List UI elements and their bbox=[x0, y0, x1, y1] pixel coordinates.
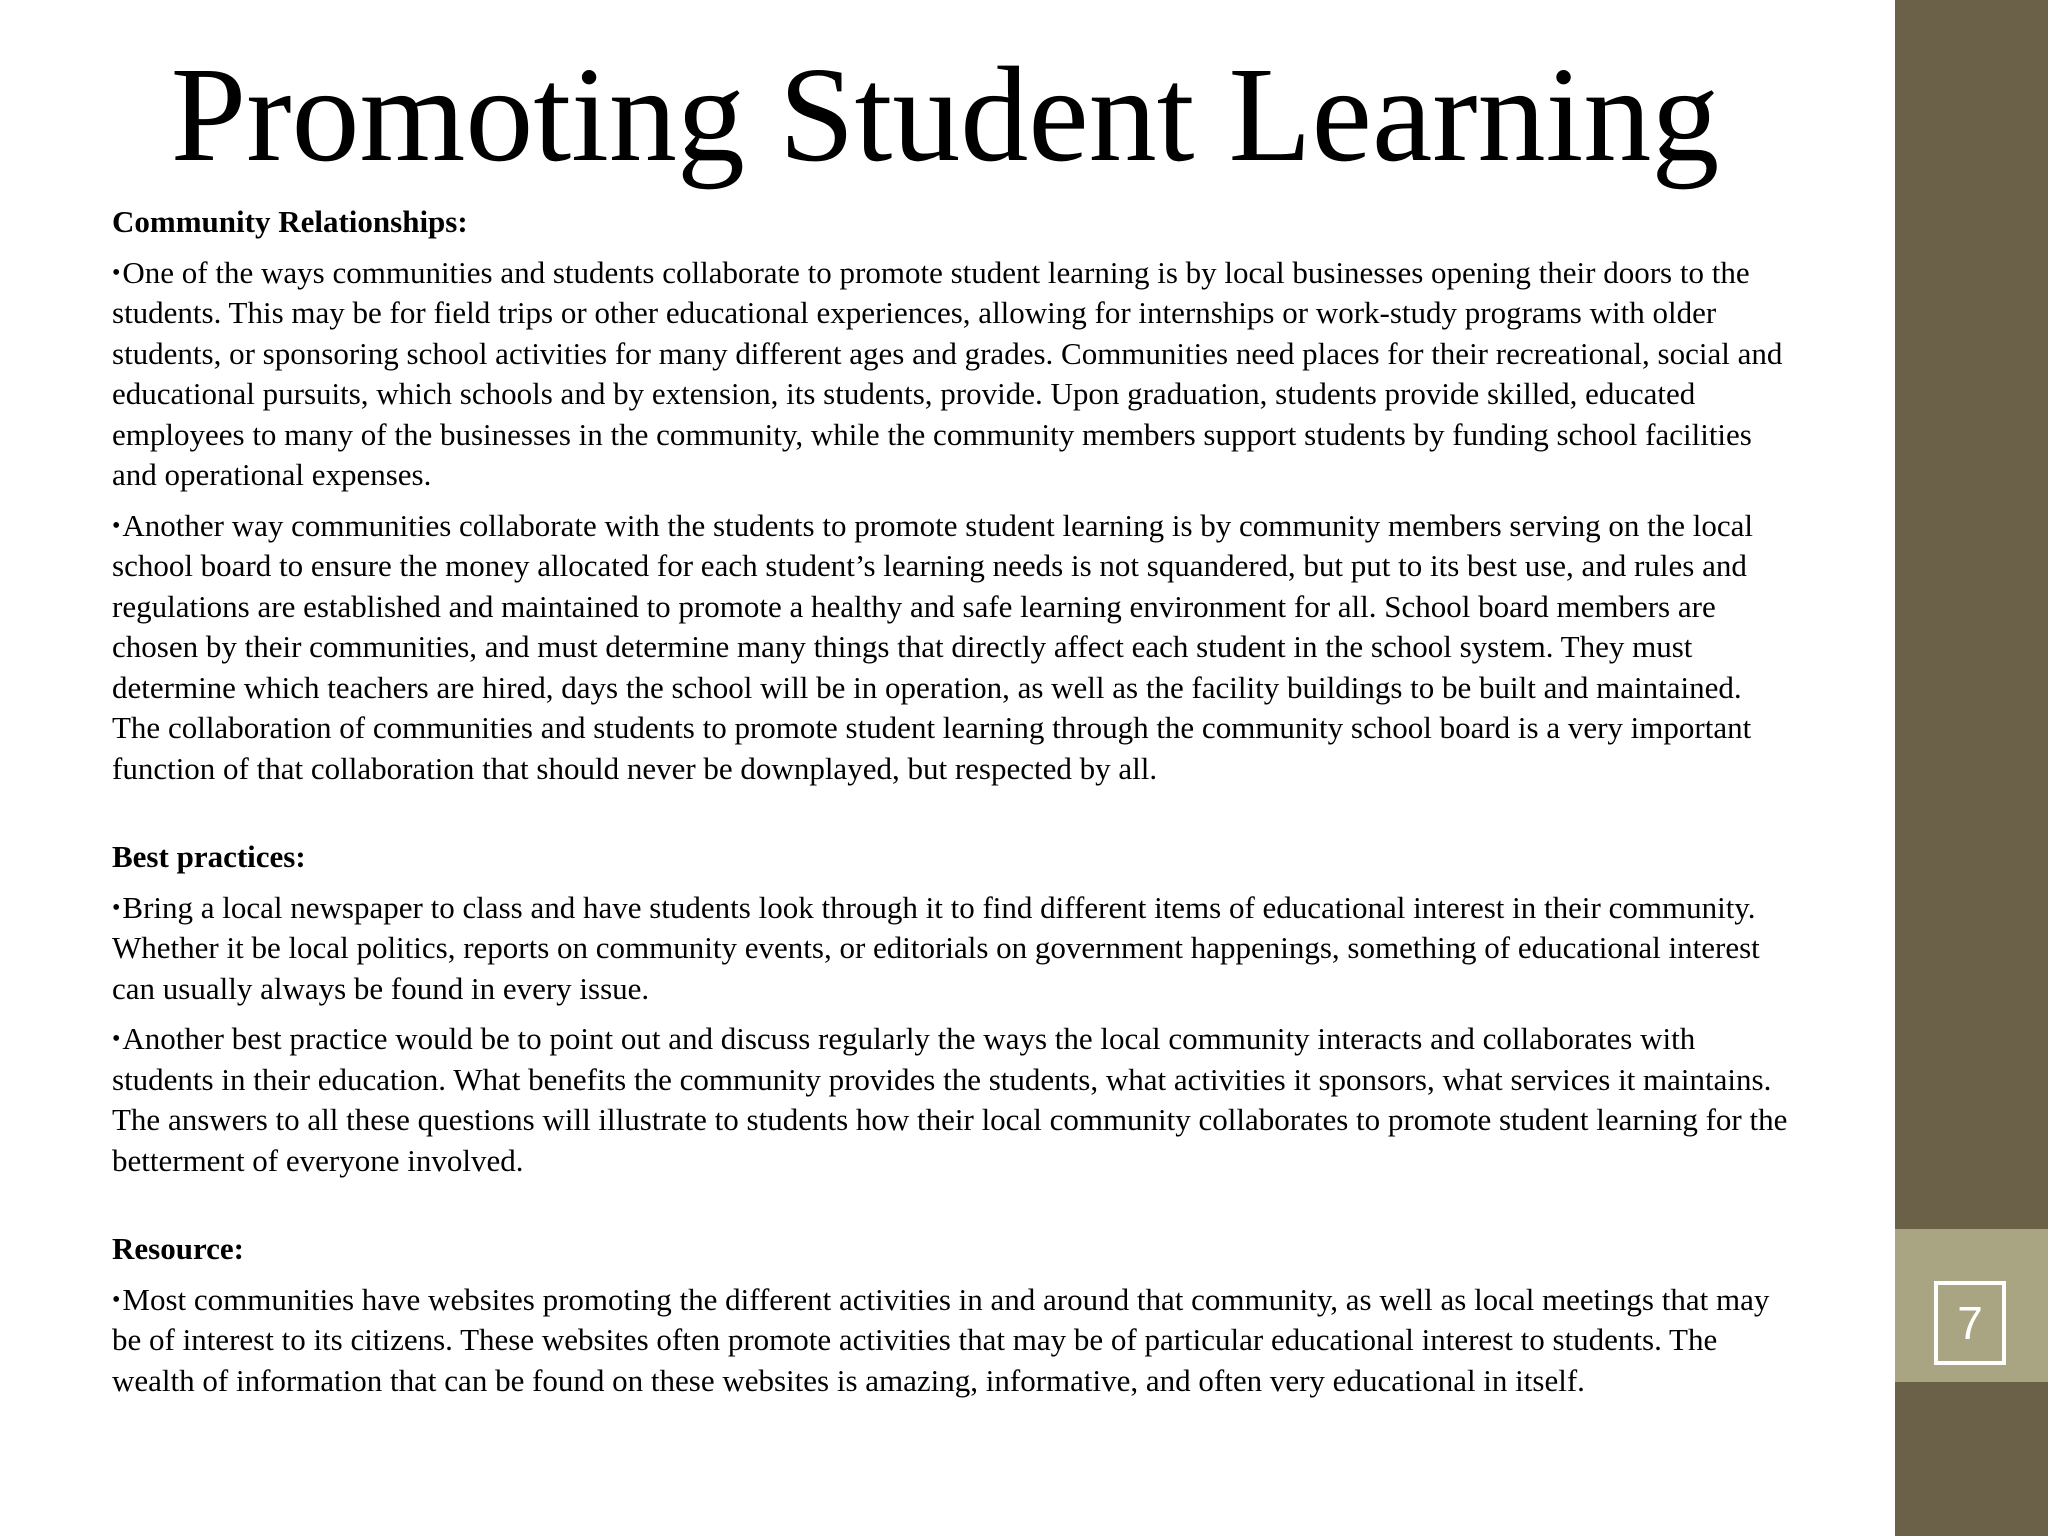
bullet-paragraph bbox=[112, 1280, 1792, 1402]
section-spacer bbox=[112, 789, 1792, 837]
slide-title: Promoting Student Learning bbox=[170, 40, 1720, 190]
slide-number: 7 bbox=[1934, 1281, 2006, 1365]
slide-body bbox=[112, 202, 1792, 1401]
section-heading-community-relationships: Community Relationships: bbox=[112, 204, 468, 239]
bullet-text: Another best practice would be to point out and discuss regularly the ways the local community interacts and collaborates with students in their education. What benefits the community provides the students, what activities it sponsors, what services it maintains. The answers to all these questions will illustrate to students how their local community collaborates to promote student learning for the betterment of everyone involved. bbox=[112, 1021, 1788, 1178]
bullet-text: Most communities have websites promoting the different activities in and around that community, as well as local meetings that may be of interest to its citizens. These websites often promote activities that may be of particular educational interest to students. The wealth of information that can be found on these websites is amazing, informative, and often very educational in itself. bbox=[112, 1281, 1770, 1398]
bullet-icon: • bbox=[112, 1286, 121, 1313]
section-spacer bbox=[112, 1181, 1792, 1229]
bullet-icon: • bbox=[112, 1026, 121, 1052]
bullet-text: One of the ways communities and students collaborate to promote student learning is by local businesses opening their doors to the students. This may be for field trips or other educational experiences, allowing for internships or work-study programs with older students, or sponsoring school activities for many different ages and grades. Communities need places for their recreational, social and educational pursuits, which schools and by extension, its students, provide. Upon graduation, students provide skilled, educated employees to many of the businesses in the community, while the community members support students by funding school facilities and operational expenses. bbox=[112, 254, 1783, 492]
section-heading-best-practices: Best practices: bbox=[112, 839, 306, 874]
bullet-paragraph bbox=[112, 1019, 1792, 1181]
bullet-paragraph bbox=[112, 506, 1792, 790]
bullet-text: Another way communities collaborate with the students to promote student learning is by community members serving on the local school board to ensure the money allocated for each student’s learning needs is not squandered, but put to its best use, and rules and regulations are established and maintained to promote a healthy and safe learning environment for all. School board members are chosen by their communities, and must determine many things that directly affect each student in the school system. They must determine which teachers are hired, days the school will be in operation, as well as the facility buildings to be built and maintained. The collaboration of communities and students to promote student learning through the community school board is a very important function of that collaboration that should never be downplayed, but respected by all. bbox=[112, 507, 1754, 786]
bullet-icon: • bbox=[112, 512, 121, 539]
bullet-icon: • bbox=[112, 894, 121, 921]
section-heading-resource: Resource: bbox=[112, 1231, 244, 1266]
bullet-paragraph bbox=[112, 253, 1792, 496]
bullet-text: Bring a local newspaper to class and have students look through it to find different items of educational interest in their community. Whether it be local politics, reports on community events, or editorials on government happenings, something of educational interest can usually always be found in every issue. bbox=[112, 889, 1760, 1006]
bullet-icon: • bbox=[112, 259, 121, 286]
bullet-paragraph bbox=[112, 888, 1792, 1010]
